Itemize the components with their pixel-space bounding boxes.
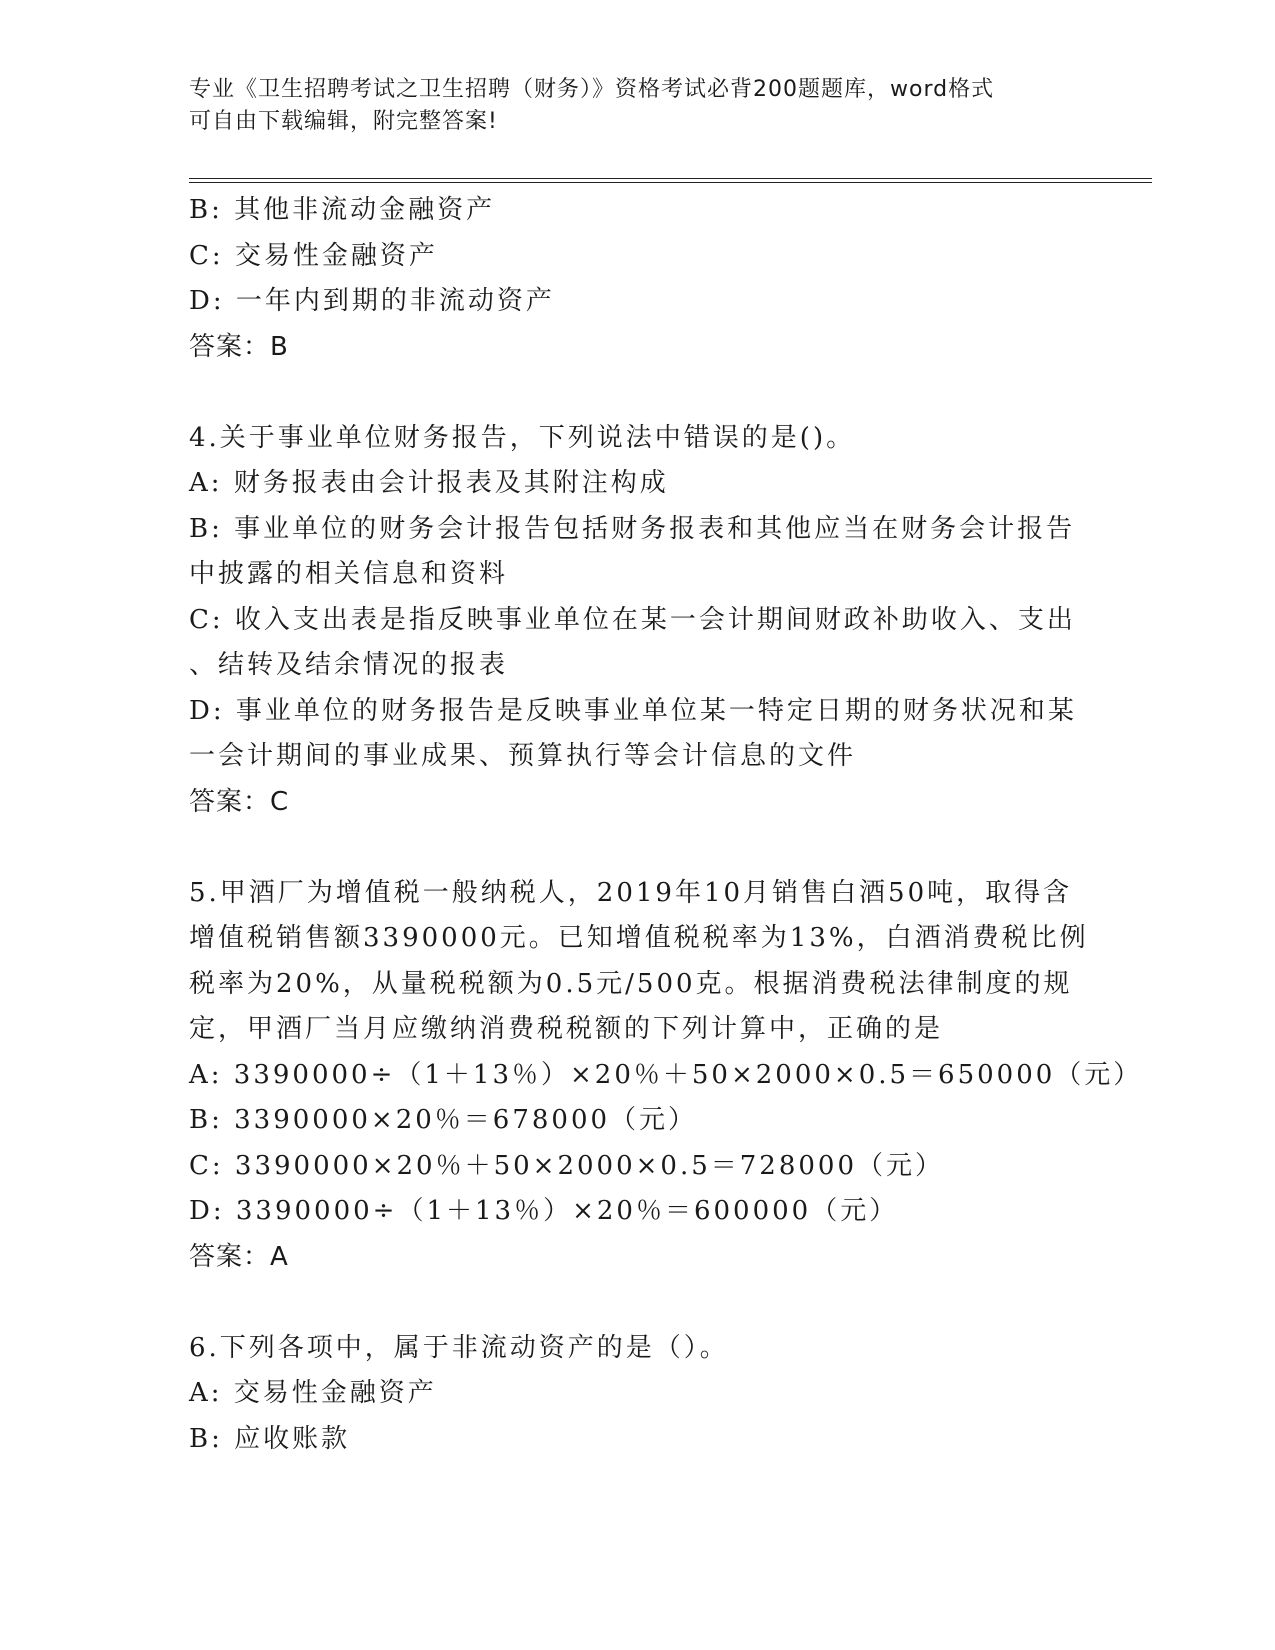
q4-option-d-line1: D: 事业单位的财务报告是反映事业单位某一特定日期的财务状况和某: [189, 695, 1077, 726]
q5-question-line3: 税率为20%，从量税税额为0.5元/500克。根据消费税法律制度的规: [189, 968, 1073, 999]
q5-question-line2: 增值税销售额3390000元。已知增值税税率为13%，白酒消费税比例: [189, 923, 1089, 953]
header-line-2: 可自由下载编辑，附完整答案!: [189, 109, 498, 134]
spacer: [189, 825, 1089, 871]
document-header: [189, 74, 1069, 138]
q3-answer: 答案：B: [189, 331, 289, 362]
document-body: [189, 188, 1143, 1462]
q3-option-b: B: 其他非流动金融资产: [189, 195, 496, 225]
q5-question-line1: 5.甲酒厂为增值税一般纳税人，2019年10月销售白酒50吨，取得含: [189, 877, 1073, 908]
q4-question: 4.关于事业单位财务报告，下列说法中错误的是()。: [189, 422, 856, 453]
q5-option-c: C: 3390000×20％＋50×2000×0.5＝728000（元）: [189, 1150, 945, 1181]
q6-option-a: A: 交易性金融资产: [189, 1378, 437, 1408]
q6-question: 6.下列各项中，属于非流动资产的是（）。: [189, 1332, 729, 1363]
question-4-block: [189, 416, 1089, 826]
spacer: [189, 370, 1089, 416]
question-3-block: [189, 188, 1089, 370]
q4-option-b-line2: 中披露的相关信息和资料: [189, 559, 509, 589]
q5-option-a: A: 3390000÷（1＋13％）×20％＋50×2000×0.5＝650000（元）: [189, 1059, 1143, 1090]
q5-option-d: D: 3390000÷（1＋13％）×20％＝600000（元）: [189, 1196, 899, 1226]
q4-option-b-line1: B: 事业单位的财务会计报告包括财务报表和其他应当在财务会计报告: [189, 513, 1076, 544]
header-line-1: 专业《卫生招聘考试之卫生招聘（财务）》资格考试必背200题题库，word格式: [189, 77, 995, 102]
q4-option-c-line1: C: 收入支出表是指反映事业单位在某一会计期间财政补助收入、支出: [189, 604, 1076, 635]
spacer: [189, 1280, 1089, 1326]
q5-answer: 答案：A: [189, 1241, 289, 1272]
question-5-block: [189, 871, 1143, 1281]
q3-option-d: D: 一年内到期的非流动资产: [189, 286, 555, 316]
question-6-block: [189, 1326, 1089, 1463]
q4-option-a: A: 财务报表由会计报表及其附注构成: [189, 468, 669, 498]
q6-option-b: B: 应收账款: [189, 1423, 351, 1454]
q4-option-d-line2: 一会计期间的事业成果、预算执行等会计信息的文件: [189, 741, 857, 771]
header-divider: [189, 178, 1152, 183]
q5-option-b: B: 3390000×20％＝678000（元）: [189, 1105, 698, 1135]
q4-answer: 答案：C: [189, 786, 290, 817]
q3-option-c: C: 交易性金融资产: [189, 240, 438, 271]
q5-question-line4: 定，甲酒厂当月应缴纳消费税税额的下列计算中，正确的是: [189, 1014, 944, 1044]
q4-option-c-line2: 、结转及结余情况的报表: [189, 650, 509, 680]
